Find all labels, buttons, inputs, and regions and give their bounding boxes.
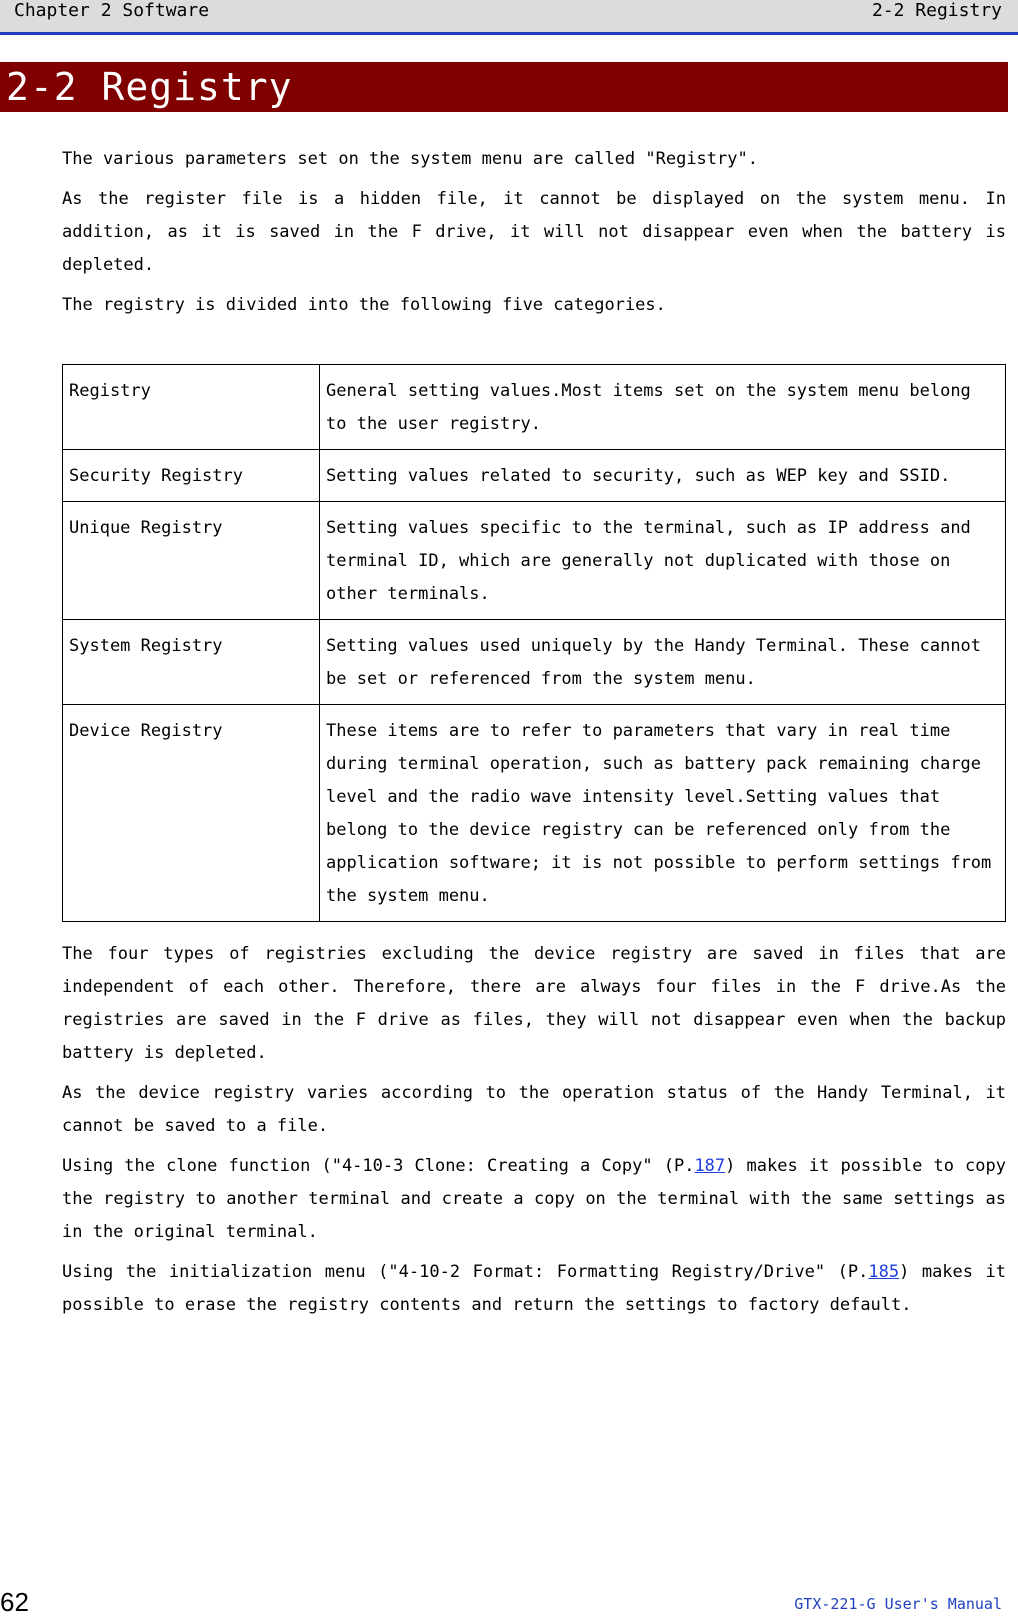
table-row — [63, 502, 1006, 620]
registry-description-cell: General setting values.Most items set on the system menu belong to the user registry. — [320, 365, 1006, 450]
table-row — [63, 450, 1006, 502]
registry-name-cell: System Registry — [63, 620, 320, 705]
registry-description-cell: Setting values specific to the terminal, such as IP address and terminal ID, which are generally not duplicated with those on other terminals. — [320, 502, 1006, 620]
clone-paragraph — [62, 1150, 1006, 1249]
registry-name-cell: Registry — [63, 365, 320, 450]
main-content — [62, 143, 1006, 1329]
format-text-after: ) makes it possible to erase the registry contents and return the settings to factory default. — [62, 1262, 1006, 1315]
page-187-link[interactable]: 187 — [694, 1156, 726, 1176]
registry-name-cell: Security Registry — [63, 450, 320, 502]
intro-paragraph: The various parameters set on the system menu are called "Registry". — [62, 149, 758, 169]
registry-name-cell: Device Registry — [63, 705, 320, 922]
body-paragraph: As the device registry varies according to the operation status of the Handy Terminal, it cannot be saved to a file. — [62, 1083, 1006, 1136]
header-section: 2-2 Registry — [871, 0, 1002, 21]
format-text-before: Using the initialization menu ("4-10-2 Format: Formatting Registry/Drive" (P. — [62, 1262, 869, 1282]
page-header — [0, 0, 1018, 35]
page-number: 62 — [0, 1587, 29, 1617]
clone-text-after: ) makes it possible to copy the registry to another terminal and create a copy on the terminal with the same settings as in the original terminal. — [62, 1156, 1007, 1242]
table-row — [63, 365, 1006, 450]
header-chapter: Chapter 2 Software — [14, 0, 210, 21]
page-185-link[interactable]: 185 — [868, 1262, 900, 1282]
registry-description-cell: Setting values used uniquely by the Handy Terminal. These cannot be set or referenced from the system menu. — [320, 620, 1006, 705]
section-title: 2-2 Registry — [0, 62, 1008, 112]
registry-description-cell: These items are to refer to parameters that vary in real time during terminal operation, such as battery pack remaining charge level and the radio wave intensity level.Setting values that belong to the device registry can be referenced only from the application software; it is not possible to perform settings from the system menu. — [320, 705, 1006, 922]
format-paragraph — [62, 1256, 1006, 1322]
manual-name: GTX-221-G User's Manual — [794, 1595, 1002, 1613]
body-paragraph: The four types of registries excluding the device registry are saved in files that are independent of each other. Therefore, there are always four files in the F drive.As the registries are saved in the F drive as files, they will not disappear even when the backup battery is depleted. — [62, 944, 1006, 1063]
intro-paragraph: As the register file is a hidden file, it cannot be displayed on the system menu. In addition, as it is saved in the F drive, it will not disappear even when the battery is depleted. — [62, 189, 1006, 275]
table-row — [63, 705, 1006, 922]
registry-name-cell: Unique Registry — [63, 502, 320, 620]
registry-table — [62, 364, 1006, 922]
registry-description-cell: Setting values related to security, such as WEP key and SSID. — [320, 450, 1006, 502]
intro-paragraph: The registry is divided into the following five categories. — [62, 295, 666, 315]
clone-text-before: Using the clone function ("4-10-3 Clone: Creating a Copy" (P. — [62, 1156, 695, 1176]
table-row — [63, 620, 1006, 705]
